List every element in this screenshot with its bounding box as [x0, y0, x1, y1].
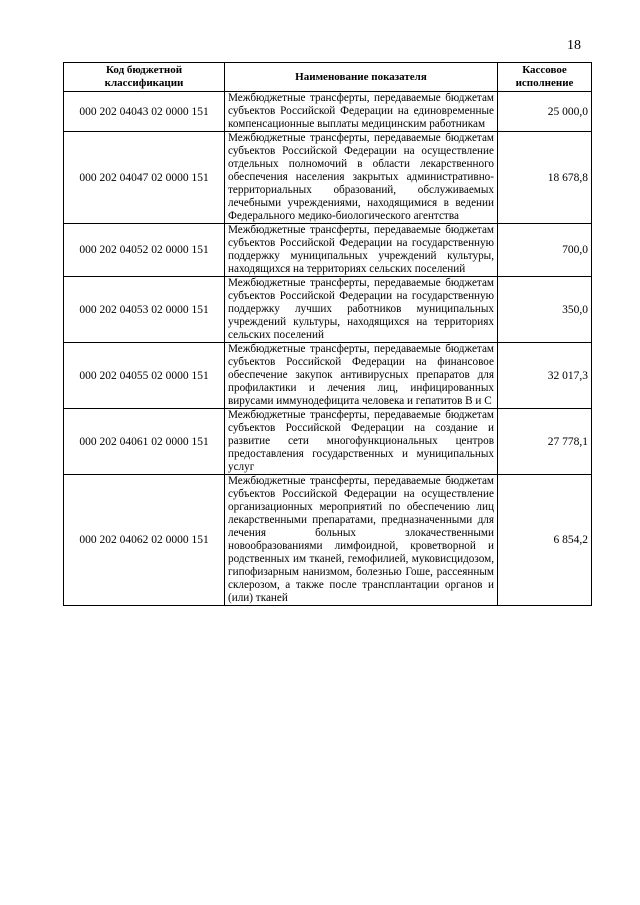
indicator-name-cell: Межбюджетные трансферты, передаваемые бюджетам субъектов Российской Федерации на создание и развитие сети многофункциональных центров предоставления государственных и муниципальных услуг [225, 409, 498, 475]
header-code: Код бюджетной классификации [64, 63, 225, 92]
indicator-name-cell: Межбюджетные трансферты, передаваемые бюджетам субъектов Российской Федерации на финансовое обеспечение закупок антивирусных препаратов для профилактики и лечения лиц, инфицированных вирусами иммунодефицита человека и гепатитов B и C [225, 343, 498, 409]
budget-code-cell: 000 202 04047 02 0000 151 [64, 132, 225, 224]
amount-cell: 6 854,2 [498, 475, 592, 606]
table-row [64, 224, 592, 277]
amount-cell: 350,0 [498, 277, 592, 343]
indicator-name-cell: Межбюджетные трансферты, передаваемые бюджетам субъектов Российской Федерации на государственную поддержку лучших работников муниципальных учреждений культуры, находящихся на территориях сельских поселений [225, 277, 498, 343]
amount-cell: 25 000,0 [498, 92, 592, 132]
table-row [64, 409, 592, 475]
amount-cell: 18 678,8 [498, 132, 592, 224]
budget-code-cell: 000 202 04055 02 0000 151 [64, 343, 225, 409]
amount-cell: 27 778,1 [498, 409, 592, 475]
budget-code-cell: 000 202 04043 02 0000 151 [64, 92, 225, 132]
header-name: Наименование показателя [225, 63, 498, 92]
table-row [64, 475, 592, 606]
table-row [64, 132, 592, 224]
budget-code-cell: 000 202 04062 02 0000 151 [64, 475, 225, 606]
table-header-row [64, 63, 592, 92]
budget-execution-table [63, 62, 592, 606]
budget-code-cell: 000 202 04053 02 0000 151 [64, 277, 225, 343]
table-row [64, 277, 592, 343]
amount-cell: 32 017,3 [498, 343, 592, 409]
page-number: 18 [567, 38, 581, 53]
amount-cell: 700,0 [498, 224, 592, 277]
table-row [64, 92, 592, 132]
header-amount: Кассовое исполнение [498, 63, 592, 92]
budget-code-cell: 000 202 04061 02 0000 151 [64, 409, 225, 475]
indicator-name-cell: Межбюджетные трансферты, передаваемые бюджетам субъектов Российской Федерации на осуществление отдельных полномочий в области лекарственного обеспечения населения закрытых административно-территориальных образований, обслуживаемых лечебными учреждениями, находящимися в ведении Федерального медико-биологического агентства [225, 132, 498, 224]
table-row [64, 343, 592, 409]
indicator-name-cell: Межбюджетные трансферты, передаваемые бюджетам субъектов Российской Федерации на осуществление организационных мероприятий по обеспечению лиц лекарственными препаратами, предназначенными для лечения больных злокачественными новообразованиями лимфоидной, кроветворной и родственных им тканей, гемофилией, муковисцидозом, гипофизарным нанизмом, болезнью Гоше, рассеянным склерозом, а также после трансплантации органов и (или) тканей [225, 475, 498, 606]
indicator-name-cell: Межбюджетные трансферты, передаваемые бюджетам субъектов Российской Федерации на единовременные компенсационные выплаты медицинским работникам [225, 92, 498, 132]
indicator-name-cell: Межбюджетные трансферты, передаваемые бюджетам субъектов Российской Федерации на государственную поддержку муниципальных учреждений культуры, находящихся на территориях сельских поселений [225, 224, 498, 277]
budget-code-cell: 000 202 04052 02 0000 151 [64, 224, 225, 277]
